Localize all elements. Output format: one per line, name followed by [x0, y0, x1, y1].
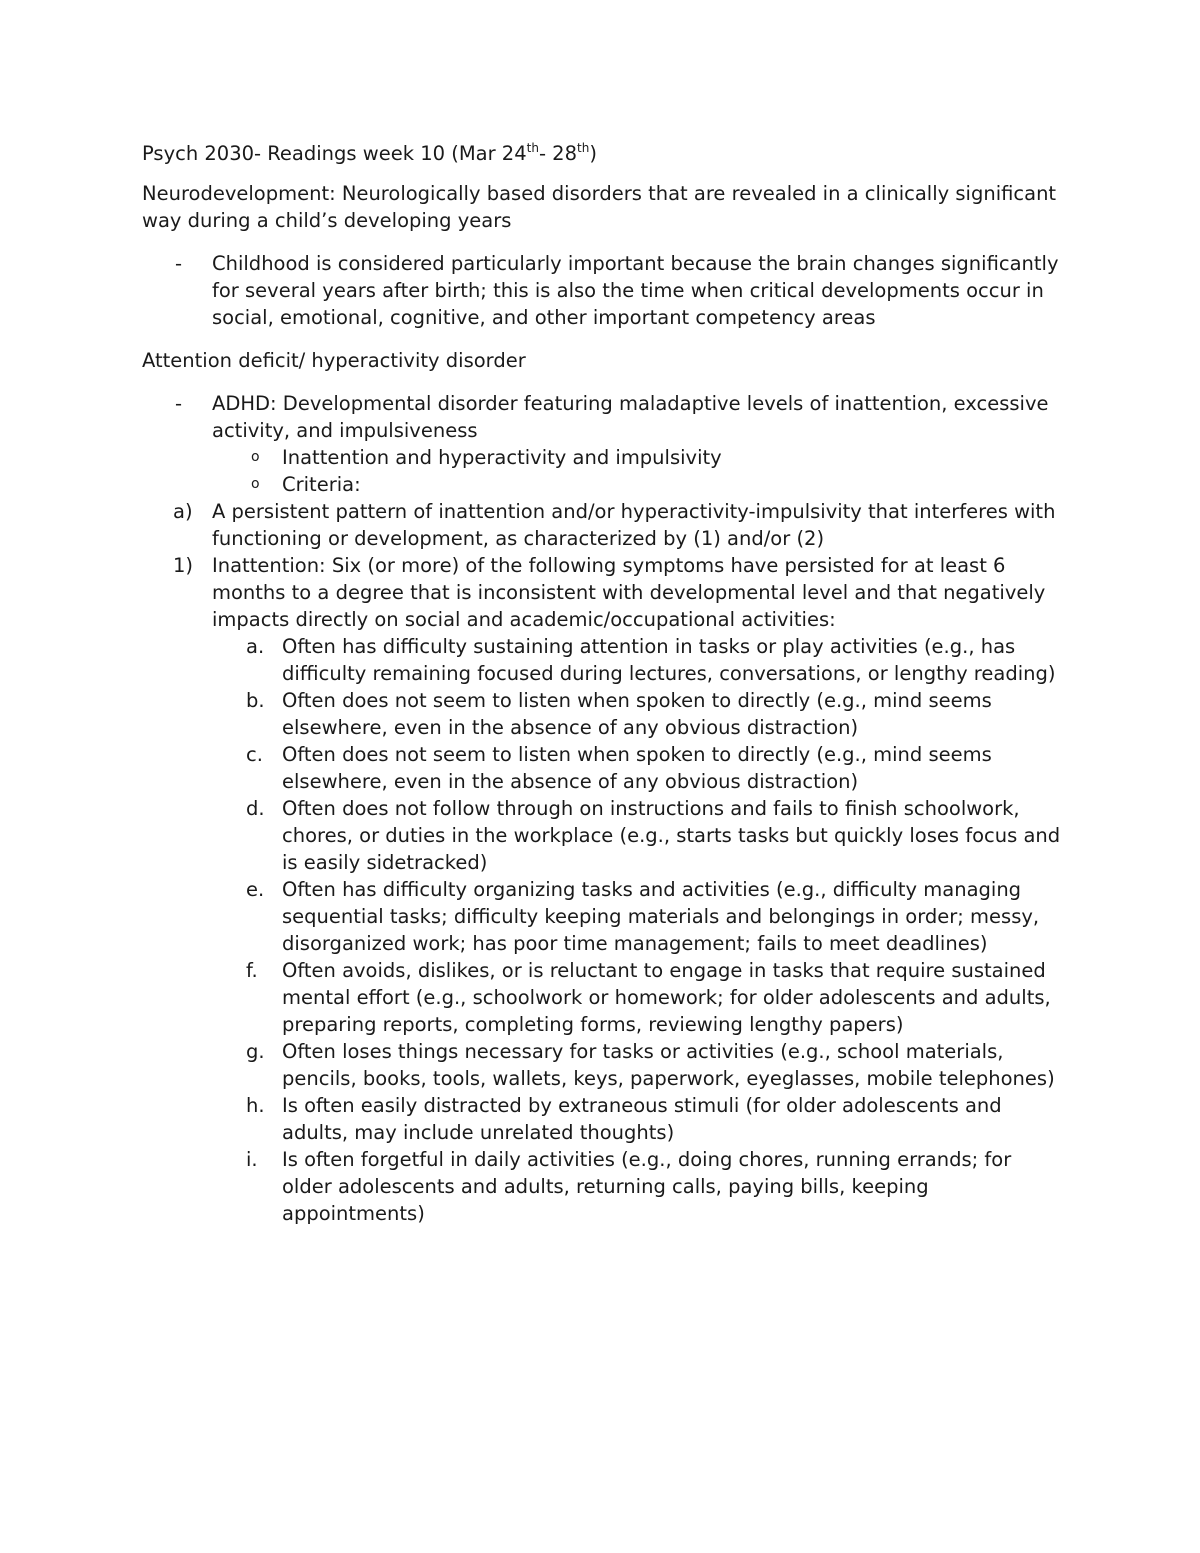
symptom-text: Is often easily distracted by extraneous stimuli (for older adolescents and adults, may include unrelated thoughts)	[282, 1094, 1002, 1144]
symptom-marker: e.	[246, 878, 265, 901]
dash-bullet-marker: -	[175, 392, 183, 415]
circle-bullet-marker: o	[251, 449, 260, 465]
symptom-marker: c.	[246, 743, 263, 766]
bullet-text: ADHD: Developmental disorder featuring maladaptive levels of inattention, excessive activity, and impulsiveness	[212, 392, 1049, 442]
symptom-item	[142, 741, 1062, 795]
symptom-marker: b.	[246, 689, 265, 712]
symptom-text: Often loses things necessary for tasks or activities (e.g., school materials, pencils, books, tools, wallets, keys, paperwork, eyeglasses, mobile telephones)	[282, 1040, 1055, 1090]
list-marker: 1)	[173, 554, 194, 577]
symptom-marker: i.	[246, 1148, 258, 1171]
symptom-text: Often does not follow through on instructions and fails to finish schoolwork, chores, or duties in the workplace (e.g., starts tasks but quickly loses focus and is easily sidetracked)	[282, 797, 1061, 874]
symptom-marker: g.	[246, 1040, 265, 1063]
document-title: Psych 2030- Readings week 10 (Mar 24th- 28th)	[142, 141, 597, 165]
adhd-bullet	[142, 390, 1062, 444]
symptom-text: Often has difficulty organizing tasks and activities (e.g., difficulty managing sequential tasks; difficulty keeping materials and belongings in order; messy, disorganized work; has poor time management; fails to meet deadlines)	[282, 878, 1040, 955]
criteria-text: A persistent pattern of inattention and/or hyperactivity-impulsivity that interferes with functioning or development, as characterized by (1) and/or (2)	[212, 500, 1056, 550]
intro-paragraph: Neurodevelopment: Neurologically based disorders that are revealed in a clinically significant way during a child’s developing years	[142, 182, 1057, 232]
symptom-item	[142, 876, 1062, 957]
symptom-marker: a.	[246, 635, 265, 658]
symptom-marker: d.	[246, 797, 265, 820]
bullet-text: Childhood is considered particularly important because the brain changes significantly for several years after birth; this is also the time when critical developments occur in social, emotional, cognitive, and other important competency areas	[212, 252, 1059, 329]
sub-bullet-text: Criteria:	[282, 473, 361, 496]
symptom-item	[142, 957, 1062, 1038]
symptom-marker: h.	[246, 1094, 265, 1117]
symptom-item	[142, 1146, 1062, 1227]
sub-bullet	[142, 471, 1062, 498]
symptom-marker: f.	[246, 959, 258, 982]
symptom-item	[142, 687, 1062, 741]
section-heading: Attention deficit/ hyperactivity disorder	[142, 349, 526, 372]
symptom-item	[142, 1038, 1062, 1092]
criteria-text: Inattention: Six (or more) of the following symptoms have persisted for at least 6 months to a degree that is inconsistent with developmental level and that negatively impacts directly on social and academic/occupational activities:	[212, 554, 1046, 631]
symptom-text: Often does not seem to listen when spoken to directly (e.g., mind seems elsewhere, even in the absence of any obvious distraction)	[282, 689, 992, 739]
dash-bullet-marker: -	[175, 252, 183, 275]
circle-bullet-marker: o	[251, 476, 260, 492]
document-body	[142, 140, 1062, 1227]
criteria-a	[142, 498, 1062, 552]
criteria-1	[142, 552, 1062, 633]
symptom-text: Is often forgetful in daily activities (e.g., doing chores, running errands; for older adolescents and adults, returning calls, paying bills, keeping appointments)	[282, 1148, 1012, 1225]
symptom-item	[142, 633, 1062, 687]
symptom-item	[142, 795, 1062, 876]
symptom-item	[142, 1092, 1062, 1146]
list-marker: a)	[173, 500, 193, 523]
symptom-text: Often avoids, dislikes, or is reluctant to engage in tasks that require sustained mental effort (e.g., schoolwork or homework; for older adolescents and adults, preparing reports, completing forms, reviewing lengthy papers)	[282, 959, 1051, 1036]
symptom-text: Often does not seem to listen when spoken to directly (e.g., mind seems elsewhere, even in the absence of any obvious distraction)	[282, 743, 992, 793]
sub-bullet	[142, 444, 1062, 471]
sub-bullet-text: Inattention and hyperactivity and impulsivity	[282, 446, 722, 469]
symptom-text: Often has difficulty sustaining attention in tasks or play activities (e.g., has difficulty remaining focused during lectures, conversations, or lengthy reading)	[282, 635, 1056, 685]
intro-bullet	[142, 250, 1062, 331]
